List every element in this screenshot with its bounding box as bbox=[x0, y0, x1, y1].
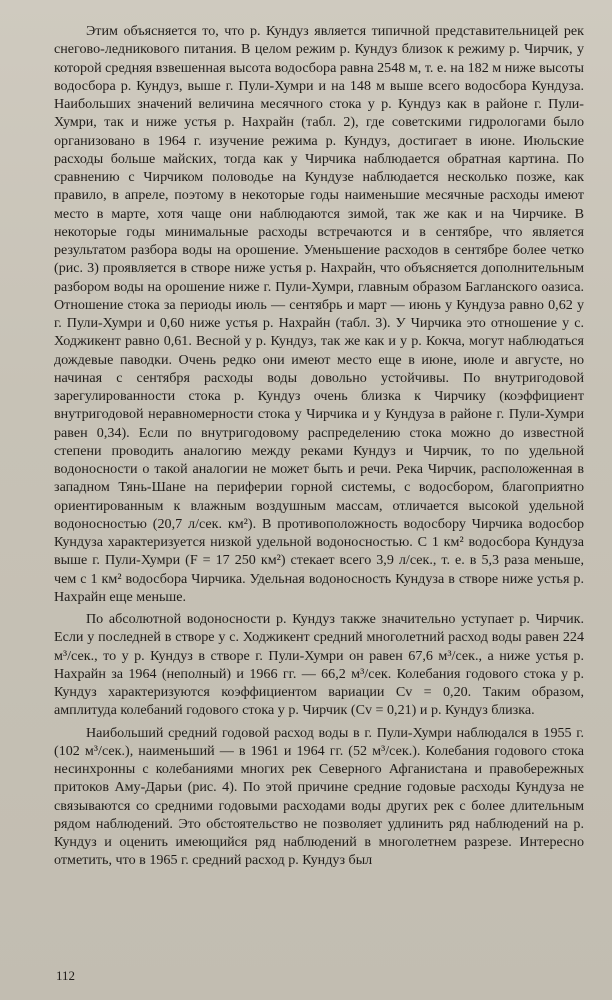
paragraph-2: По абсолютной водоносности р. Кундуз также значительно уступает р. Чирчик. Если у последней в створе у с. Ходжикент средний многолетний расход воды равен 224 м³/сек., то у р. Кундуз в створе г. Пули-Хумри он равен 67,6 м³/сек., а ниже устья р. Нахрайн за 1964 (неполный) и 1966 гг. — 66,2 м³/сек. Колебания годового стока у р. Кундуз характеризуются коэффициентом вариации Cv = 0,20. Таким образом, амплитуда колебаний годового стока у р. Чирчик (Cv = 0,21) и р. Кундуз близка. bbox=[54, 611, 584, 719]
page-number: 112 bbox=[56, 968, 76, 983]
body-text bbox=[54, 22, 584, 874]
paragraph-1: Этим объясняется то, что р. Кундуз является типичной представительницей рек снегово-ледникового питания. В целом режим р. Кундуз близок к режиму р. Чирчик, у которой средняя взвешенная высота водосбора равна 2548 м, т. е. на 182 м ниже высоты водосбора р. Кундуз, выше г. Пули-Хумри и на 148 м выше всего водосбора Кундуза. Наибольших значений величина месячного стока у р. Кундуз как в районе г. Пули-Хумри, так и ниже устья р. Нахрайн (табл. 2), где советскими гидрологами было организовано в 1964 г. изучение режима р. Кундуз, достигает в июне. Июльские расходы больше майских, тогда как у Чирчика наблюдается обратная картина. По сравнению с Чирчиком половодье на Кундузе наблюдается несколько позже, как правило, в апреле, поэтому в некоторые годы наименьшие месячные расходы имеют место в марте, хотя чаще они наблюдаются зимой, так же как и на Чирчике. В некоторые годы минимальные расходы встречаются и в сентябре, что является результатом разбора воды на орошение. Уменьшение расходов в сентябре более четко (рис. 3) проявляется в створе ниже устья р. Нахрайн, что объясняется дополнительным разбором воды на орошение ниже г. Пули-Хумри, главным образом Багланского оазиса. Отношение стока за периоды июль — сентябрь и март — июнь у Кундуза равно 0,62 у г. Пули-Хумри и 0,60 ниже устья р. Нахрайн (табл. 3). У Чирчика это отношение у с. Ходжикент равно 0,61. Весной у р. Кундуз, так же как и у р. Кокча, могут наблюдаться дождевые паводки. Очень редко они имеют место еще в июне, июле и августе, но начиная с сентября расходы воды довольно устойчивы. По внутригодовой зарегулированности стока р. Кундуз очень близка к Чирчику (коэффициент внутригодовой неравномерности стока у Чирчика и у Кундуза в районе г. Пули-Хумри равен 0,34). Если по внутригодовому распределению стока можно до известной степени проводить аналогию между реками Кундуз и Чирчик, то по удельной водоносности о такой аналогии не может быть и речи. Река Чирчик, расположенная в западном Тянь-Шане на периферии горной системы, с водосбором, благоприятно ориентированным к влажным воздушным массам, отличается высокой удельной водоносностью (20,7 л/сек. км²). В противоположность водосбору Чирчика водосбор Кундуза характеризуется низкой удельной водоносностью. С 1 км² водосбора Кундуза выше г. Пули-Хумри (F = 17 250 км²) стекает всего 3,9 л/сек., т. е. в 5,3 раза меньше, чем с 1 км² водосбора Чирчика. Удельная водоносность Кундуза в створе ниже устья р. Нахрайн еще меньше. bbox=[54, 23, 584, 605]
paragraph-3: Наибольший средний годовой расход воды в г. Пули-Хумри наблюдался в 1955 г. (102 м³/сек.), наименьший — в 1961 и 1964 гг. (52 м³/сек.). Колебания годового стока несинхронны с колебаниями многих рек Северного Афганистана и правобережных притоков Аму-Дарьи (рис. 4). По этой причине средние годовые расходы Кундуза не связываются со средними годовыми расходами воды других рек с более длительным рядом наблюдений. Это обстоятельство не позволяет удлинить ряд наблюдений на р. Кундуз и оценить имеющийся ряд наблюдений в многолетнем разрезе. Интересно отметить, что в 1965 г. средний расход р. Кундуз был bbox=[54, 724, 584, 869]
